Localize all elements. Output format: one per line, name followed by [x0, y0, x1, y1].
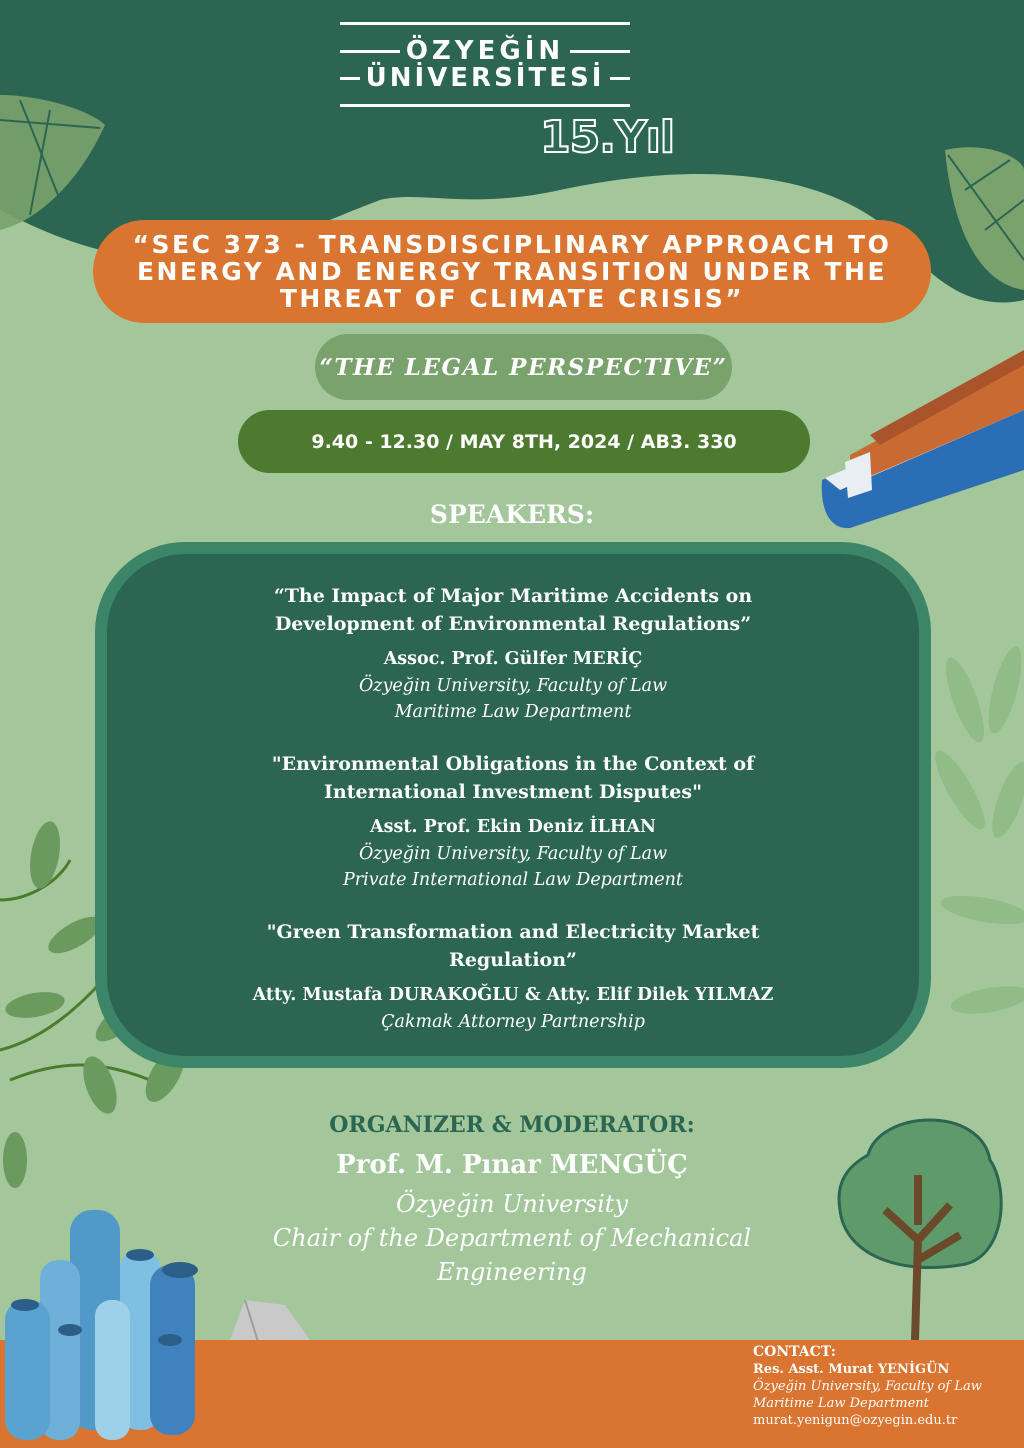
- logo-line2: ÜNİVERSİTESİ: [365, 63, 605, 93]
- contact-heading: CONTACT:: [753, 1344, 836, 1360]
- speakers-panel: [95, 542, 931, 1068]
- schedule: 9.40 - 12.30 / MAY 8TH, 2024 / AB3. 330: [311, 430, 737, 453]
- subtitle-banner: [315, 334, 732, 400]
- talk-item: [95, 750, 931, 893]
- talk-speaker: Assoc. Prof. Gülfer MERİÇ: [383, 649, 643, 669]
- organizer-affiliation: Özyeğin University: [396, 1190, 628, 1218]
- talk-department: Maritime Law Department: [394, 702, 632, 722]
- organizer-title-continued: Engineering: [437, 1258, 587, 1286]
- course-title: “SEC 373 - TRANSDISCIPLINARY APPROACH TO ENERGY AND ENERGY TRANSITION UNDER THE THREAT OF CLIMATE CRISIS”: [132, 230, 892, 313]
- contact-name: Res. Asst. Murat YENİGÜN: [753, 1362, 950, 1377]
- talk-speaker: Asst. Prof. Ekin Deniz İLHAN: [370, 817, 656, 837]
- talk-affiliation: Özyeğin University, Faculty of Law: [358, 676, 668, 696]
- schedule-banner: [238, 410, 810, 473]
- talk-item: [95, 918, 931, 1035]
- logo-rule: [340, 104, 630, 107]
- organizer-name: Prof. M. Pınar MENGÜÇ: [336, 1150, 688, 1180]
- logo-year: 15.Yıl: [540, 112, 674, 163]
- speakers-heading: SPEAKERS:: [429, 500, 595, 529]
- talk-speaker: Atty. Mustafa DURAKOĞLU & Atty. Elif Dilek YILMAZ: [252, 985, 774, 1005]
- contact-block: [753, 1344, 982, 1429]
- logo-rule: [340, 22, 630, 25]
- organizer-title: Chair of the Department of Mechanical: [272, 1224, 752, 1252]
- talk-department: Private International Law Department: [343, 870, 683, 890]
- course-title-banner: [93, 220, 931, 323]
- university-logo: [340, 22, 674, 163]
- talk-title: “The Impact of Major Maritime Accidents on Development of Environmental Regulations”: [273, 585, 753, 635]
- talk-affiliation: Özyeğin University, Faculty of Law: [358, 844, 668, 864]
- talk-title: "Green Transformation and Electricity Market Regulation”: [266, 921, 760, 971]
- logo-line1: ÖZYEĞİN: [405, 36, 565, 66]
- organizer-heading: ORGANIZER & MODERATOR:: [329, 1112, 695, 1138]
- contact-affiliation: Özyeğin University, Faculty of Law: [753, 1379, 982, 1394]
- subtitle: “THE LEGAL PERSPECTIVE”: [319, 353, 728, 381]
- talk-title: "Environmental Obligations in the Context of International Investment Disputes": [271, 753, 755, 803]
- contact-department: Maritime Law Department: [753, 1396, 929, 1411]
- talk-affiliation: Çakmak Attorney Partnership: [381, 1012, 645, 1032]
- talk-item: [95, 582, 931, 725]
- contact-email[interactable]: murat.yenigun@ozyegin.edu.tr: [753, 1413, 958, 1428]
